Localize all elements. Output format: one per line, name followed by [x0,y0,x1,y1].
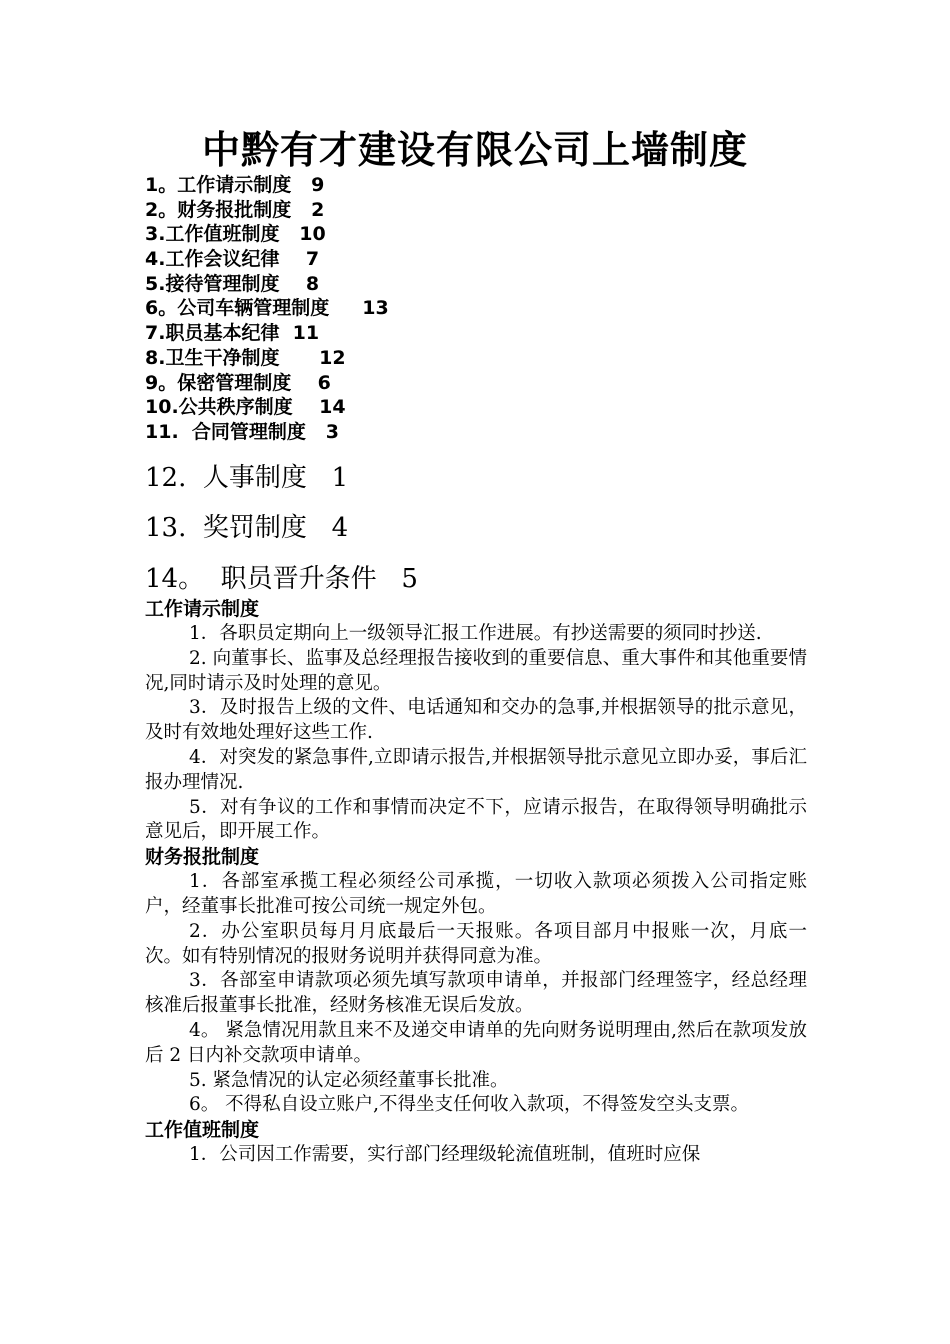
toc-item: 3.工作值班制度 10 [145,223,326,246]
paragraph: 1．各部室承揽工程必须经公司承揽，一切收入款项必须拨入公司指定账户，经董事长批准可按公司统一规定外包。 [145,871,807,917]
toc-item: 4.工作会议纪律 7 [145,248,320,271]
section-heading: 工作请示制度 [145,598,260,620]
paragraph: 4。 紧急情况用款且来不及递交申请单的先向财务说明理由,然后在款项发放后 2 日内补交款项申请单。 [145,1019,807,1066]
toc-item: 11. 合同管理制度 3 [145,420,339,443]
toc-item: 8.卫生干净制度 12 [145,346,346,369]
paragraph: 3．各部室申请款项必须先填写款项申请单，并报部门经理签字，经总经理核准后报董事长批准，经财务核准无误后发放。 [145,970,807,1017]
toc-item-large: 12. 人事制度 1 [145,462,349,493]
table-of-contents [145,173,845,604]
paragraph: 5．对有争议的工作和事情而决定不下，应请示报告，在取得领导明确批示意见后，即开展工作。 [145,796,807,843]
toc-item: 7.职员基本纪律 11 [145,322,320,345]
document-body [145,597,807,1168]
toc-item: 6。公司车辆管理制度 13 [145,297,389,320]
toc-item-large: 14。 职员晋升条件 5 [145,563,418,594]
toc-item-large: 13. 奖罚制度 4 [145,513,349,544]
paragraph: 3．及时报告上级的文件、电话通知和交办的急事,并根据领导的批示意见，及时有效地处理好这些工作. [145,697,807,744]
paragraph: 4．对突发的紧急事件,立即请示报告,并根据领导批示意见立即办妥，事后汇报办理情况. [145,746,807,793]
toc-item: 2。财务报批制度 2 [145,198,325,221]
paragraph: 6。 不得私自设立账户,不得坐支任何收入款项，不得签发空头支票。 [189,1094,750,1116]
paragraph: 1．公司因工作需要，实行部门经理级轮流值班制，值班时应保 [189,1144,701,1166]
toc-item: 9。保密管理制度 6 [145,371,331,394]
section-heading: 工作值班制度 [145,1119,260,1142]
toc-item: 5.接待管理制度 8 [145,272,320,295]
document-title: 中黔有才建设有限公司上墙制度 [201,128,748,172]
paragraph: 2．办公室职员每月月底最后一天报账。各项目部月中报账一次，月底一次。如有特别情况的报财务说明并获得同意为准。 [145,920,807,967]
paragraph: 1．各职员定期向上一级领导汇报工作进展。有抄送需要的须同时抄送. [189,623,762,644]
toc-item: 1。工作请示制度 9 [145,174,325,196]
paragraph: 2. 向董事长、监事及总经理报告接收到的重要信息、重大事件和其他重要情况,同时请示及时处理的意见。 [145,647,807,694]
toc-item: 10.公共秩序制度 14 [145,396,346,419]
paragraph: 5. 紧急情况的认定必须经董事长批准。 [189,1069,509,1091]
section-heading: 财务报批制度 [145,846,260,869]
